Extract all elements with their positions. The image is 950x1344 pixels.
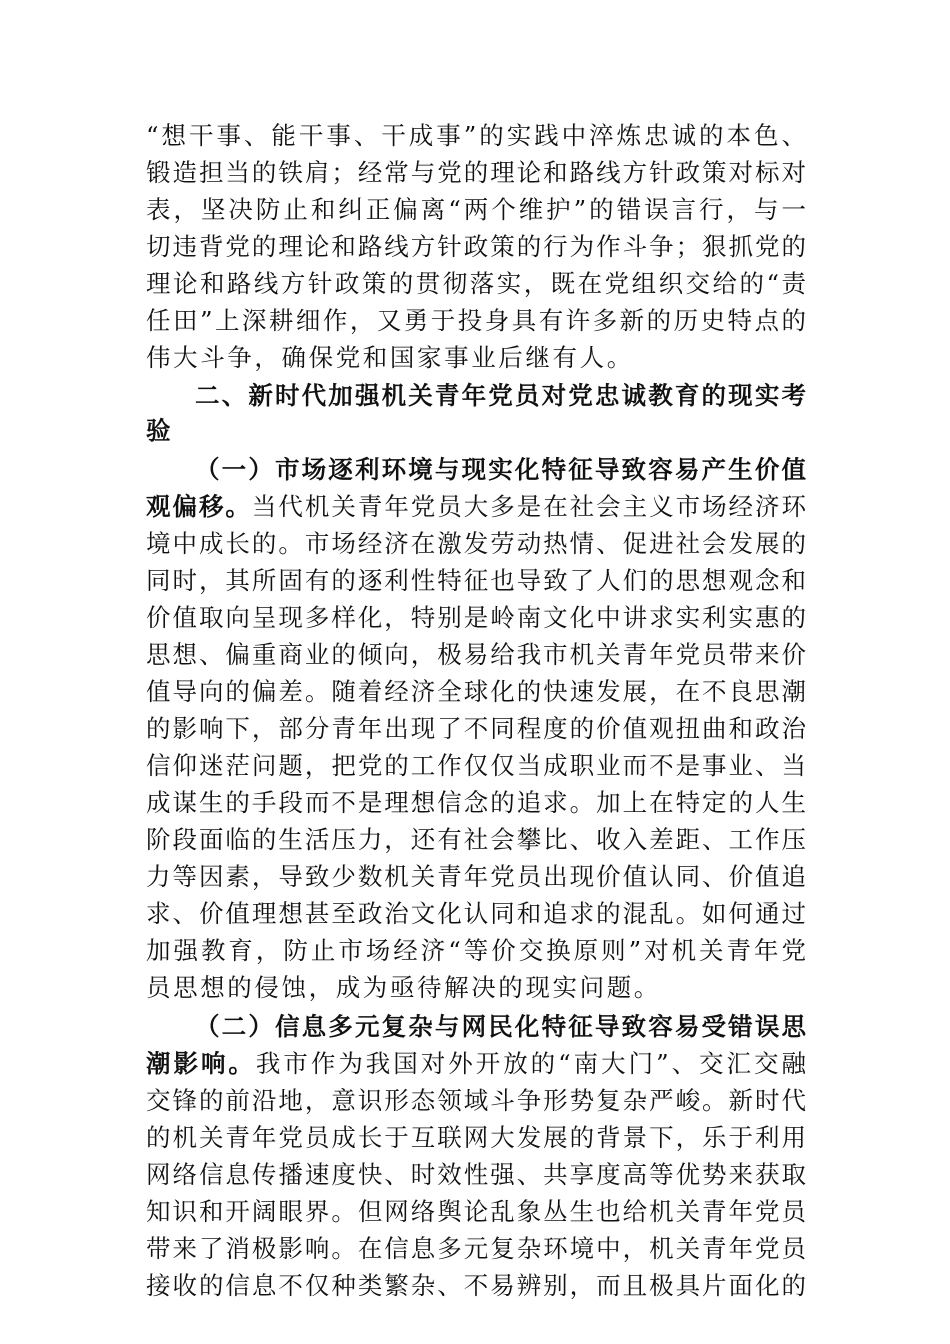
body-text-line: 切违背党的理论和路线方针政策的行为作斗争；狠抓党的: [146, 232, 806, 261]
body-text-line: 思想、偏重商业的倾向，极易给我市机关青年党员带来价: [146, 640, 806, 669]
body-text-span: 我市作为我国对外开放的“南大门”、交汇交融: [255, 1049, 806, 1078]
section-heading-line: 验: [146, 416, 174, 445]
body-text-line: 值导向的偏差。随着经济全球化的快速发展，在不良思潮: [146, 677, 806, 706]
subsection-lead-line: [146, 1044, 806, 1084]
body-text-line: 境中成长的。市场经济在激发劳动热情、促进社会发展的: [146, 529, 806, 558]
body-text-line: 交锋的前沿地，意识形态领域斗争形势复杂严峻。新时代: [146, 1086, 806, 1115]
body-text-line: 理论和路线方针政策的贯彻落实，既在党组织交给的“责: [146, 269, 806, 298]
subsection-heading-line: （二）信息多元复杂与网民化特征导致容易受错误思: [195, 1012, 806, 1041]
body-text-line: 知识和开阔眼界。但网络舆论乱象丛生也给机关青年党员: [146, 1197, 806, 1226]
body-text-line: 任田”上深耕细作，又勇于投身具有许多新的历史特点的: [146, 306, 806, 335]
body-text-line: 的影响下，部分青年出现了不同程度的价值观扭曲和政治: [146, 714, 806, 743]
body-text-line: 加强教育，防止市场经济“等价交换原则”对机关青年党: [146, 936, 806, 965]
body-text-line: 求、价值理想甚至政治文化认同和追求的混乱。如何通过: [146, 899, 806, 928]
body-text-line: 同时，其所固有的逐利性特征也导致了人们的思想观念和: [146, 566, 806, 595]
body-text-span: 当代机关青年党员大多是在社会主义市场经济环: [251, 492, 807, 521]
body-text-line: 带来了消极影响。在信息多元复杂环境中，机关青年党员: [146, 1234, 806, 1263]
body-text-line: 伟大斗争，确保党和国家事业后继有人。: [146, 343, 634, 372]
body-text-line: 成谋生的手段而不是理想信念的追求。加上在特定的人生: [146, 788, 806, 817]
body-text-line: 信仰迷茫问题，把党的工作仅仅当成职业而不是事业、当: [146, 751, 806, 780]
body-text-line: 力等因素，导致少数机关青年党员出现价值认同、价值追: [146, 862, 806, 891]
body-text-line: 网络信息传播速度快、时效性强、共享度高等优势来获取: [146, 1160, 806, 1189]
body-text-line: 锻造担当的铁肩；经常与党的理论和路线方针政策对标对: [146, 158, 806, 187]
subsection-lead-line: [146, 487, 806, 527]
body-text-line: 阶段面临的生活压力，还有社会攀比、收入差距、工作压: [146, 825, 806, 854]
subsection-heading-tail: 观偏移。: [146, 492, 252, 521]
section-heading-line: 二、新时代加强机关青年党员对党忠诚教育的现实考: [195, 381, 806, 410]
body-text-line: 接收的信息不仅种类繁杂、不易辨别，而且极具片面化的: [146, 1271, 806, 1300]
body-text-line: 表，坚决防止和纠正偏离“两个维护”的错误言行，与一: [146, 195, 806, 224]
subsection-heading-line: （一）市场逐利环境与现实化特征导致容易产生价值: [195, 455, 806, 484]
body-text-line: “想干事、能干事、干成事”的实践中淬炼忠诚的本色、: [146, 121, 806, 150]
body-text-line: 价值取向呈现多样化，特别是岭南文化中讲求实利实惠的: [146, 603, 806, 632]
body-text-line: 员思想的侵蚀，成为亟待解决的现实问题。: [146, 973, 661, 1002]
body-text-line: 的机关青年党员成长于互联网大发展的背景下，乐于利用: [146, 1123, 806, 1152]
subsection-heading-tail: 潮影响。: [146, 1049, 256, 1078]
